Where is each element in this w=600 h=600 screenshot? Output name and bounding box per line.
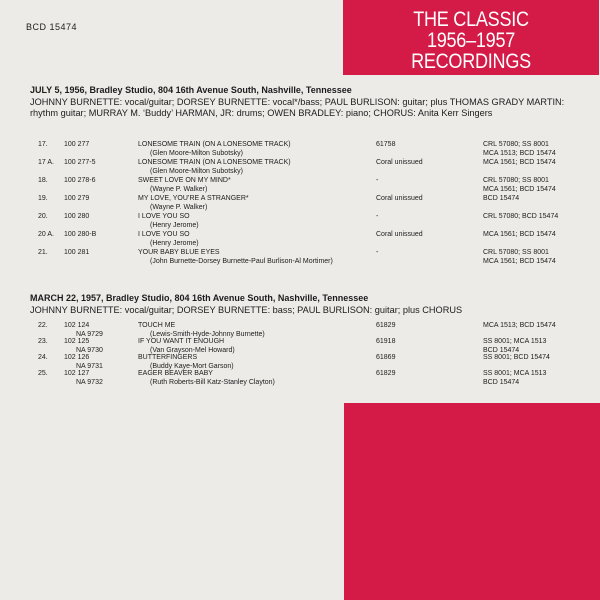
matrix-number: 100 277 — [64, 141, 90, 148]
track-title: YOUR BABY BLUE EYES — [138, 249, 220, 256]
catalog-refs: CRL 57080; SS 8001 — [483, 249, 549, 256]
release-number: 61758 — [376, 141, 396, 148]
catalog-refs: SS 8001; MCA 1513 — [483, 338, 547, 345]
catalog-refs: SS 8001; BCD 15474 — [483, 354, 550, 361]
track-title: SWEET LOVE ON MY MIND* — [138, 177, 231, 184]
release-number: 61829 — [376, 322, 396, 329]
track-composers: (John Burnette-Dorsey Burnette-Paul Burlison-Al Mortimer) — [150, 258, 333, 265]
banner-line: RECORDINGS — [411, 50, 531, 73]
catalog-refs-continued: MCA 1561; BCD 15474 — [483, 258, 556, 265]
release-number: Coral unissued — [376, 231, 423, 238]
track-number: 17 A. — [38, 159, 54, 166]
catalog-refs-continued: BCD 15474 — [483, 379, 520, 386]
track-number: 24. — [38, 354, 48, 361]
session-heading: MARCH 22, 1957, Bradley Studio, 804 16th Avenue South, Nashville, Tennessee — [30, 293, 369, 303]
catalog-refs: SS 8001; MCA 1513 — [483, 370, 547, 377]
track-composers: (Van Grayson-Mel Howard) — [150, 347, 235, 354]
matrix-number: 100 277-5 — [64, 159, 96, 166]
matrix-number: 100 280-B — [64, 231, 97, 238]
track-title: BUTTERFINGERS — [138, 354, 198, 361]
catalog-refs: MCA 1513; BCD 15474 — [483, 322, 556, 329]
matrix-number: 100 279 — [64, 195, 90, 202]
catalog-refs: MCA 1561; BCD 15474 — [483, 231, 556, 238]
catalog-number: BCD 15474 — [26, 22, 78, 32]
matrix-number: 102 126 — [64, 354, 90, 361]
track-composers: (Buddy Kaye-Mort Garson) — [150, 363, 234, 370]
track-title: IF YOU WANT IT ENOUGH — [138, 338, 225, 345]
release-number: 61918 — [376, 338, 396, 345]
track-title: EAGER BEAVER BABY — [138, 370, 213, 377]
release-number: 61829 — [376, 370, 396, 377]
session-personnel: JOHNNY BURNETTE: vocal/guitar; DORSEY BURNETTE: vocal*/bass; PAUL BURLISON: guitar; plus THOMAS GRADY MARTIN: rhythm guitar; MURRAY M. ‘Buddy’ HARMAN, JR: drums; OWEN BRADLEY: piano; CHORUS: Anita Kerr Singers — [30, 97, 565, 118]
matrix-number: 102 124 — [64, 322, 90, 329]
banner-line: 1956–1957 — [426, 29, 516, 52]
release-number: Coral unissued — [376, 159, 423, 166]
matrix-number: 102 125 — [64, 338, 90, 345]
track-title: I LOVE YOU SO — [138, 231, 190, 238]
track-composers: (Wayne P. Walker) — [150, 186, 208, 193]
matrix-number: 100 278-6 — [64, 177, 96, 184]
matrix-number: 102 127 — [64, 370, 90, 377]
track-composers: (Henry Jerome) — [150, 222, 199, 229]
track-title: LONESOME TRAIN (ON A LONESOME TRACK) — [138, 159, 291, 166]
na-number: NA 9732 — [76, 379, 103, 386]
release-number: Coral unissued — [376, 195, 423, 202]
track-number: 25. — [38, 370, 48, 377]
release-number: - — [376, 213, 379, 220]
track-composers: (Ruth Roberts-Bill Katz-Stanley Clayton) — [150, 379, 275, 386]
track-title: MY LOVE, YOU’RE A STRANGER* — [138, 195, 249, 202]
catalog-refs: CRL 57080; SS 8001 — [483, 177, 549, 184]
catalog-refs: CRL 57080; SS 8001 — [483, 141, 549, 148]
track-title: TOUCH ME — [138, 322, 176, 329]
banner-line: THE CLASSIC — [413, 8, 529, 31]
red-color-block — [344, 403, 600, 600]
track-number: 21. — [38, 249, 48, 256]
release-number: - — [376, 249, 379, 256]
catalog-refs: BCD 15474 — [483, 195, 520, 202]
na-number: NA 9729 — [76, 331, 103, 338]
na-number: NA 9730 — [76, 347, 103, 354]
catalog-refs: CRL 57080; BCD 15474 — [483, 213, 559, 220]
track-composers: (Lewis-Smith-Hyde-Johnny Burnette) — [150, 331, 265, 338]
session-heading: JULY 5, 1956, Bradley Studio, 804 16th Avenue South, Nashville, Tennessee — [30, 85, 352, 95]
track-composers: (Henry Jerome) — [150, 240, 199, 247]
track-number: 20. — [38, 213, 48, 220]
matrix-number: 100 281 — [64, 249, 90, 256]
release-number: 61869 — [376, 354, 396, 361]
track-composers: (Wayne P. Walker) — [150, 204, 208, 211]
session-personnel: JOHNNY BURNETTE: vocal/guitar; DORSEY BURNETTE: bass; PAUL BURLISON: guitar; plus CHORUS — [30, 305, 463, 315]
track-number: 18. — [38, 177, 48, 184]
title-banner — [343, 0, 599, 75]
track-number: 22. — [38, 322, 48, 329]
na-number: NA 9731 — [76, 363, 103, 370]
release-number: - — [376, 177, 379, 184]
track-number: 23. — [38, 338, 48, 345]
track-composers: (Glen Moore-Milton Subotsky) — [150, 150, 243, 157]
track-number: 17. — [38, 141, 48, 148]
catalog-refs: MCA 1561; BCD 15474 — [483, 159, 556, 166]
track-composers: (Glen Moore-Milton Subotsky) — [150, 168, 243, 175]
track-number: 19. — [38, 195, 48, 202]
catalog-refs-continued: MCA 1513; BCD 15474 — [483, 150, 556, 157]
catalog-refs-continued: BCD 15474 — [483, 347, 520, 354]
track-title: LONESOME TRAIN (ON A LONESOME TRACK) — [138, 141, 291, 148]
matrix-number: 100 280 — [64, 213, 90, 220]
track-title: I LOVE YOU SO — [138, 213, 190, 220]
catalog-refs-continued: MCA 1561; BCD 15474 — [483, 186, 556, 193]
track-number: 20 A. — [38, 231, 54, 238]
